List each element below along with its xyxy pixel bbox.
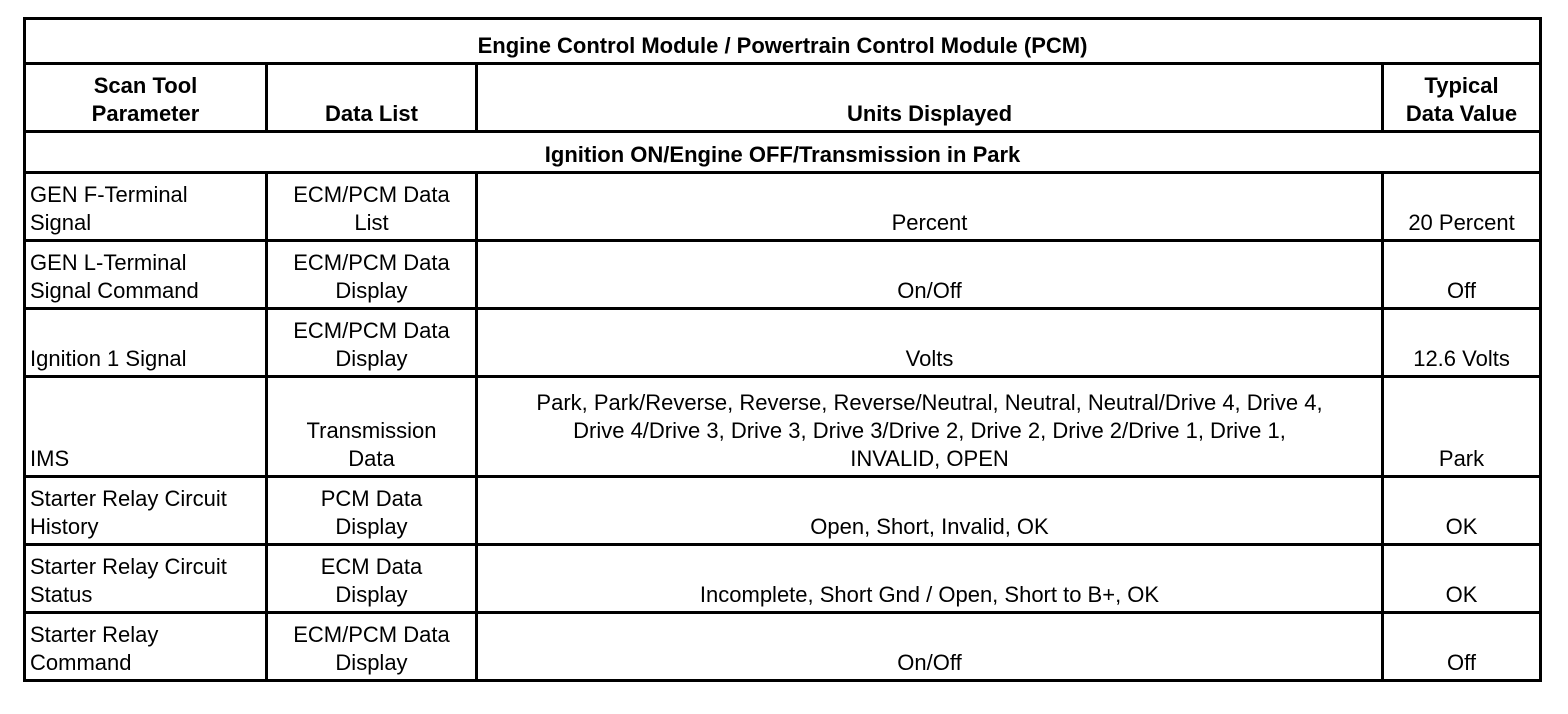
scan-tool-data-table (23, 17, 1542, 682)
header-scan-tool-parameter (25, 64, 267, 132)
units-line1: Park, Park/Reverse, Reverse, Reverse/Neutral, Neutral, Neutral/Drive 4, Drive 4, (536, 390, 1323, 415)
table-row (25, 173, 1541, 241)
param-line1: GEN L-Terminal (30, 250, 187, 275)
list-line2: Display (335, 582, 408, 607)
param-line1: IMS (30, 446, 70, 471)
units-cell (477, 477, 1383, 545)
list-line1: ECM/PCM Data (293, 182, 450, 207)
list-line2: List (354, 210, 389, 235)
param-line1: Starter Relay Circuit (30, 486, 227, 511)
typical-value-cell: OK (1383, 545, 1541, 613)
typical-value-cell: Off (1383, 241, 1541, 309)
list-line1: ECM Data (320, 554, 423, 579)
header-data-list: Data List (267, 64, 477, 132)
param-cell (25, 377, 267, 477)
units-line2: Drive 4/Drive 3, Drive 3, Drive 3/Drive 2, Drive 2, Drive 2/Drive 1, Drive 1, (573, 418, 1286, 443)
table-row (25, 377, 1541, 477)
table-row (25, 545, 1541, 613)
units-cell (477, 309, 1383, 377)
data-list-cell (267, 241, 477, 309)
data-list-cell (267, 309, 477, 377)
list-line2: Display (335, 278, 408, 303)
list-line1: Transmission (306, 418, 437, 443)
list-line2: Display (335, 650, 408, 675)
list-line2: Display (335, 346, 408, 371)
typical-value-cell: 20 Percent (1383, 173, 1541, 241)
param-cell (25, 477, 267, 545)
list-line2: Data (348, 446, 395, 471)
condition-row (25, 132, 1541, 173)
param-line1: Starter Relay Circuit (30, 554, 227, 579)
param-line1: Starter Relay (30, 622, 159, 647)
header-param-line2: Parameter (91, 101, 200, 126)
units-cell (477, 173, 1383, 241)
list-line2: Display (335, 514, 408, 539)
units-line1: On/Off (897, 650, 962, 675)
units-cell (477, 241, 1383, 309)
param-cell (25, 241, 267, 309)
typical-value-cell: OK (1383, 477, 1541, 545)
data-list-cell (267, 477, 477, 545)
units-cell (477, 545, 1383, 613)
data-list-cell (267, 173, 477, 241)
param-line1: Ignition 1 Signal (30, 346, 187, 371)
param-line2: Signal Command (30, 278, 199, 303)
units-cell (477, 613, 1383, 681)
table-row (25, 309, 1541, 377)
table-title: Engine Control Module / Powertrain Control Module (PCM) (25, 19, 1541, 64)
header-param-line1: Scan Tool (93, 73, 198, 98)
units-cell (477, 377, 1383, 477)
table-header-row (25, 64, 1541, 132)
param-line2: History (30, 514, 99, 539)
param-cell (25, 309, 267, 377)
data-list-cell (267, 613, 477, 681)
param-cell (25, 613, 267, 681)
param-line2: Command (30, 650, 132, 675)
header-units-displayed: Units Displayed (477, 64, 1383, 132)
units-line1: Open, Short, Invalid, OK (810, 514, 1049, 539)
header-typical-data-value (1383, 64, 1541, 132)
units-line1: On/Off (897, 278, 962, 303)
table-row (25, 613, 1541, 681)
table-title-row (25, 19, 1541, 64)
list-line1: ECM/PCM Data (293, 318, 450, 343)
typical-value-cell: Park (1383, 377, 1541, 477)
param-cell (25, 545, 267, 613)
list-line1: PCM Data (320, 486, 423, 511)
table-row (25, 241, 1541, 309)
param-line2: Signal (30, 210, 92, 235)
condition-label: Ignition ON/Engine OFF/Transmission in Park (25, 132, 1541, 173)
units-line1: Volts (905, 346, 954, 371)
typical-value-cell: Off (1383, 613, 1541, 681)
data-list-cell (267, 545, 477, 613)
list-line1: ECM/PCM Data (293, 622, 450, 647)
param-cell (25, 173, 267, 241)
typical-value-cell: 12.6 Volts (1383, 309, 1541, 377)
param-line2: Status (30, 582, 93, 607)
header-typical-line1: Typical (1424, 73, 1499, 98)
units-line1: Percent (891, 210, 968, 235)
list-line1: ECM/PCM Data (293, 250, 450, 275)
param-line1: GEN F-Terminal (30, 182, 188, 207)
header-typical-line2: Data Value (1405, 101, 1518, 126)
table-row (25, 477, 1541, 545)
units-line3: INVALID, OPEN (850, 446, 1009, 471)
data-list-cell (267, 377, 477, 477)
units-line1: Incomplete, Short Gnd / Open, Short to B+, OK (699, 582, 1160, 607)
